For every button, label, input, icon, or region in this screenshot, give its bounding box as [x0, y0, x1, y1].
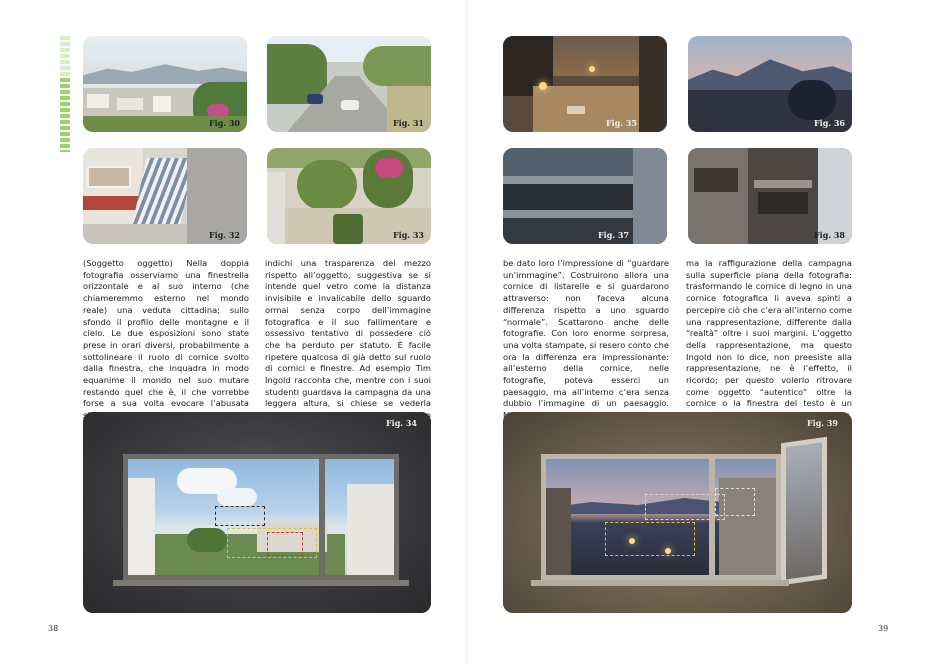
center-gutter [466, 0, 468, 665]
figure-37-label: Fig. 37 [597, 230, 629, 240]
figure-30-photo [83, 36, 247, 132]
figure-36-photo [688, 36, 852, 132]
figure-30-label: Fig. 30 [208, 118, 240, 128]
open-window-sash [781, 437, 827, 585]
text-column-2: indichi una trasparenza del mezzo rispetto all’oggetto, suggestiva se si intende quel vetro come la distanza invisibile e invalicabile dello sguardo ormai senza corpo dell’immagine fotografica e il suo fallimentare e ossessivo tentativo di possedere ciò che ha perduto per statuto. È facile ripetere qualcosa di già detto sul ruolo di cornici e finestre. Ad esempio Tim Ingold racconta che, mentre con i suoi studenti guardava la campagna da una leggera altura, si chiese se vederla [265, 258, 431, 409]
figure-34-photo [83, 412, 431, 613]
page-number-left: 38 [48, 624, 59, 633]
window-frame-34 [123, 454, 399, 580]
figure-32-label: Fig. 32 [208, 230, 240, 240]
figure-37-photo [503, 148, 667, 244]
text-column-1: (Soggetto oggetto) Nella doppia fotografia osserviamo una finestrella orizzontale e al suo interno (che chiameremmo esterno nel mondo reale) una veduta cittadina; sullo sfondo il profilo delle montagne e il cielo. Le due esposizioni sono state prese in orari diversi, probabilmente a sottolineare il ruolo di cornice svolto dalla finestra, che inquadra in modo equanime il mondo nel suo mutare restando quel che è, il che vorrebbe forse a sua volta evocare l’abusata [83, 258, 249, 409]
figure-35-label: Fig. 35 [605, 118, 637, 128]
green-stripe-marker [60, 36, 70, 152]
figure-38-label: Fig. 38 [813, 230, 845, 240]
figure-32-photo [83, 148, 247, 244]
text-column-4: ma la raffigurazione della campagna sulla superficie piana della fotografia: trasformando le cornice di legno in una cornice fotografica li aveva spinti a percepire ciò che c’era all’interno come una rappresentazione, differente dalla “realtà” oltre i suoi margini. L’oggetto della rappresentazione, ma questo Ingold non lo dice, non preesiste alla rappresentazione, ne è l’effetto, il ricordo; per questo volerlo ritrovare come oggetto “autentico” oltre la cornice o la finestra del testo è un [686, 258, 852, 409]
figure-34-label: Fig. 34 [385, 418, 417, 428]
text-column-3: be dato loro l’impressione di “guardare un’immagine”. Costruirono allora una cornice di listarelle e si guardarono attraverso: non faceva alcuna differenza rispetto a uno sguardo “normale”. Scattarono anche delle fotografie. Con loro enorme sorpresa, una volta stampate, si resero conto che ora la differenza era impressionante: all’esterno della cornice, nelle fotografie, poteva esserci un paesaggio, ma all’interno c’era senza dubbio l’immagine di un paesaggio. [503, 258, 669, 409]
figure-33-photo [267, 148, 431, 244]
figure-33-label: Fig. 33 [392, 230, 424, 240]
figure-35-photo [503, 36, 667, 132]
figure-39-label: Fig. 39 [806, 418, 838, 428]
figure-36-label: Fig. 36 [813, 118, 845, 128]
figure-39-photo [503, 412, 852, 613]
window-frame-39 [541, 454, 781, 580]
figure-31-photo [267, 36, 431, 132]
figure-31-label: Fig. 31 [392, 118, 424, 128]
page-number-right: 39 [878, 624, 889, 633]
figure-38-photo [688, 148, 852, 244]
